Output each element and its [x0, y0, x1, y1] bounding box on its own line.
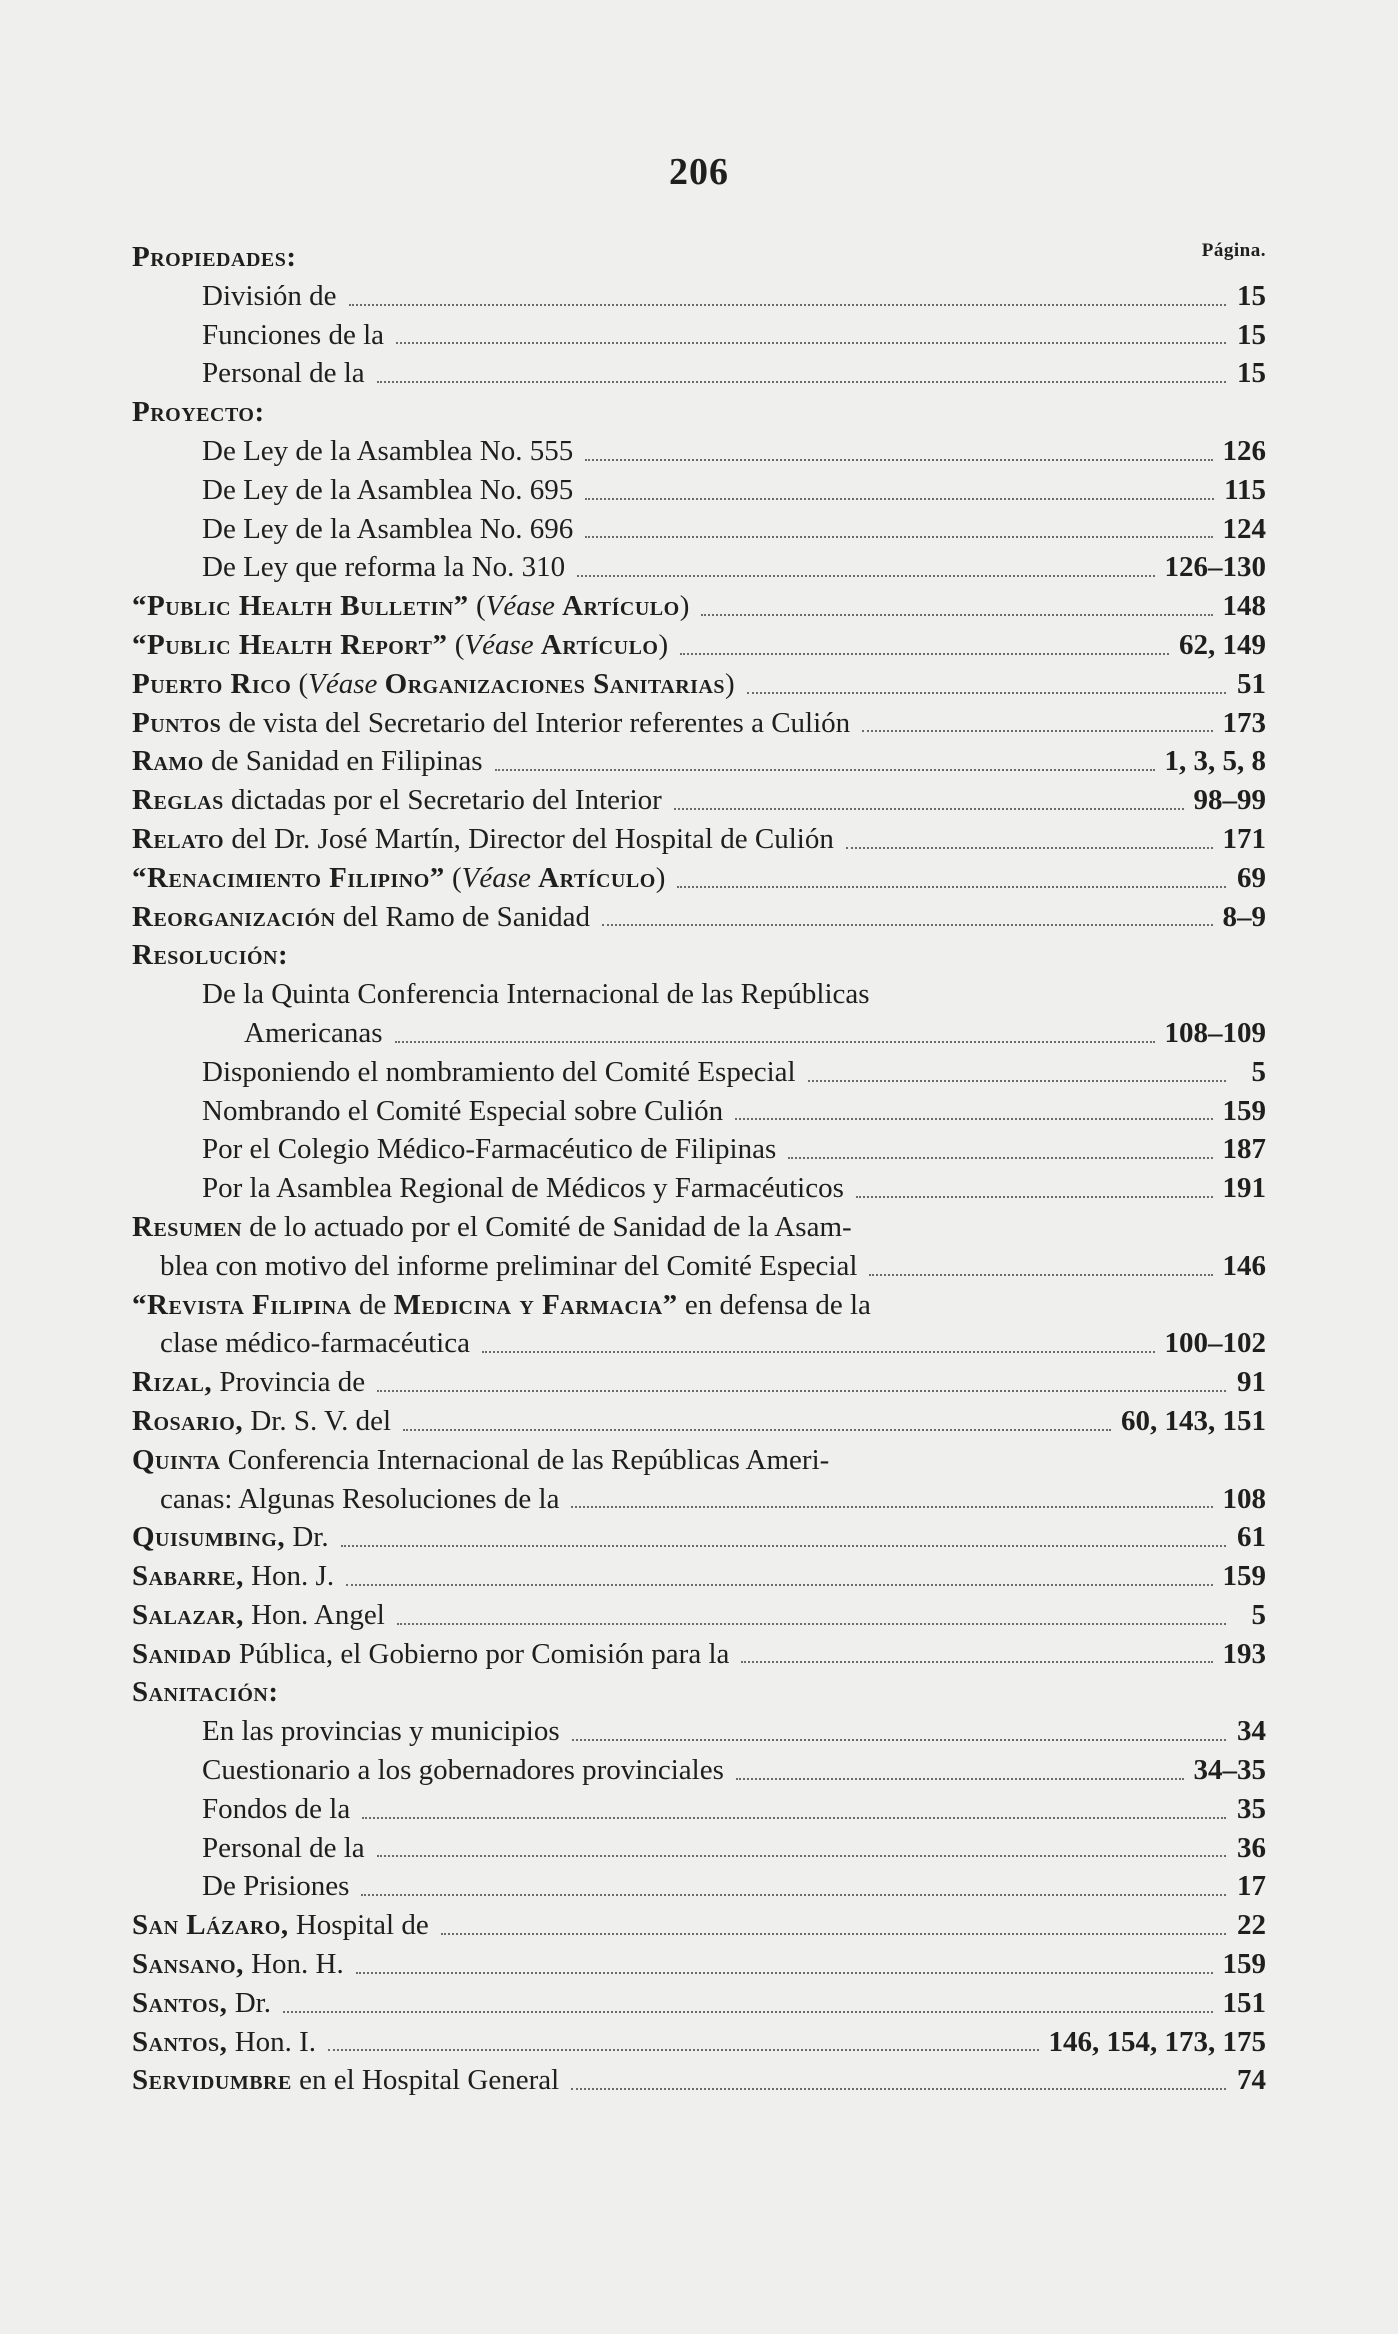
- entry-subtext: Funciones de la: [202, 318, 385, 351]
- page-reference: 159: [1222, 1560, 1266, 1593]
- entry-text: [202, 1790, 350, 1829]
- dot-leader: [808, 1080, 1226, 1082]
- page-reference: 187: [1222, 1133, 1266, 1166]
- entry-text: [132, 936, 288, 975]
- index-entry: [132, 975, 1266, 1014]
- index-entry: [132, 393, 1266, 432]
- page-reference: 171: [1222, 822, 1266, 855]
- dot-leader: [441, 1933, 1226, 1935]
- page-reference: 91: [1237, 1366, 1266, 1399]
- index-entry: [132, 1441, 1266, 1480]
- entry-subtext: De la Quinta Conferencia Internacional de las Repúblicas: [202, 978, 870, 1011]
- index-entry: [132, 1751, 1266, 1790]
- entry-subtext: en defensa de la: [677, 1288, 871, 1321]
- dot-leader: [856, 1196, 1213, 1198]
- page-reference: 100–102: [1164, 1327, 1266, 1360]
- entry-text: [202, 316, 384, 355]
- entry-heading: “Revista Filipina: [132, 1288, 352, 1321]
- entry-heading: Sanitación:: [132, 1676, 279, 1709]
- entry-subtext: De Ley de la Asamblea No. 696: [202, 512, 574, 545]
- index-entry: [132, 742, 1266, 781]
- entry-subtext: de Sanidad en Filipinas: [203, 745, 483, 778]
- entry-heading: Propiedades:: [132, 241, 297, 273]
- entry-text: [132, 1635, 729, 1674]
- index-entry: [132, 238, 1266, 277]
- entry-subtext: Dr.: [227, 1986, 271, 2019]
- entry-text: [132, 898, 590, 937]
- dot-leader: [862, 730, 1212, 732]
- entry-subtext: Hon. J.: [243, 1560, 335, 1593]
- entry-text: [132, 2023, 316, 2062]
- entry-heading: Puntos: [132, 706, 222, 739]
- index-entry: [132, 548, 1266, 587]
- index-entry: [132, 1945, 1266, 1984]
- entry-text: [132, 1441, 829, 1480]
- entry-subtext: En las provincias y municipios: [202, 1715, 560, 1748]
- page-column-header: Página.: [1201, 240, 1266, 261]
- entry-subtext: canas: Algunas Resoluciones de la: [160, 1482, 560, 1515]
- entry-text: [132, 1945, 344, 1984]
- dot-leader: [674, 808, 1184, 810]
- entry-heading: Rosario,: [132, 1404, 244, 1437]
- dot-leader: [677, 886, 1226, 888]
- page-reference: 193: [1222, 1637, 1266, 1670]
- index-entry: [132, 1829, 1266, 1868]
- see-reference-target: Organizaciones Sanitarias: [384, 667, 726, 700]
- entry-subtext: blea con motivo del informe preliminar del Comité Especial: [160, 1249, 858, 1282]
- page-reference: 115: [1224, 473, 1266, 506]
- page-reference: 15: [1237, 318, 1266, 351]
- entry-heading: Santos,: [132, 2025, 228, 2058]
- page-reference: 126–130: [1164, 551, 1266, 584]
- page-reference: 173: [1222, 706, 1266, 739]
- entry-heading: Puerto Rico: [132, 667, 292, 700]
- page-number: 206: [669, 151, 729, 193]
- see-reference-target: Artículo: [562, 590, 680, 623]
- index-entry: [132, 1208, 1266, 1247]
- index-entry: [132, 704, 1266, 743]
- index-entry: [132, 1906, 1266, 1945]
- see-reference-label: Véase: [485, 590, 555, 623]
- entry-subtext: Dr. S. V. del: [243, 1404, 392, 1437]
- index-entry: [132, 1130, 1266, 1169]
- entry-subtext: Pública, el Gobierno por Comisión para la: [231, 1637, 730, 1670]
- entry-text: [202, 354, 365, 393]
- index-entry: [132, 1596, 1266, 1635]
- entry-text: [202, 1092, 723, 1131]
- entry-heading: Resumen: [132, 1210, 243, 1243]
- index-entry: [132, 1557, 1266, 1596]
- dot-leader: [701, 614, 1212, 616]
- dot-leader: [585, 536, 1212, 538]
- entry-text: [244, 1014, 383, 1053]
- index-entry: [132, 1053, 1266, 1092]
- entry-text: [202, 432, 573, 471]
- entry-subtext: del Ramo de Sanidad: [335, 900, 591, 933]
- index-entry: [132, 471, 1266, 510]
- dot-leader: [482, 1351, 1155, 1353]
- dot-leader: [572, 1739, 1226, 1741]
- index-entry: [132, 354, 1266, 393]
- entry-subtext: en el Hospital General: [291, 2064, 560, 2097]
- index-entry: [132, 1518, 1266, 1557]
- entry-subtext: clase médico-farmacéutica: [160, 1327, 470, 1360]
- page-reference: 36: [1237, 1831, 1266, 1864]
- entry-text: [202, 1130, 776, 1169]
- entry-subtext: de lo actuado por el Comité de Sanidad de la Asam-: [242, 1210, 852, 1243]
- page-reference: 146: [1222, 1249, 1266, 1282]
- page-reference: 159: [1222, 1094, 1266, 1127]
- entry-text: [132, 1557, 334, 1596]
- index-entry: [132, 2061, 1266, 2100]
- entry-subtext: De Prisiones: [202, 1870, 350, 1903]
- entry-heading: Servidumbre: [132, 2064, 292, 2097]
- entry-text: [132, 742, 483, 781]
- dot-leader: [741, 1661, 1212, 1663]
- entry-text: [132, 1984, 271, 2023]
- dot-leader: [495, 769, 1155, 771]
- entry-text: “Renacimiento Filipino” (Véase Artículo): [132, 861, 666, 894]
- entry-text: [202, 1751, 724, 1790]
- entry-heading: Sabarre,: [132, 1560, 244, 1593]
- index-entry: [132, 665, 1266, 704]
- index-entry: [132, 1673, 1266, 1712]
- entry-subtext: Personal de la: [202, 1831, 365, 1864]
- entry-subtext: De Ley de la Asamblea No. 555: [202, 434, 574, 467]
- page-reference: 126: [1222, 434, 1266, 467]
- entry-heading-cont: Medicina y Farmacia”: [393, 1288, 678, 1321]
- index-list: [132, 238, 1266, 2100]
- entry-subtext: Disponiendo el nombramiento del Comité Especial: [202, 1055, 796, 1088]
- dot-leader: [577, 575, 1154, 577]
- page-reference: 146, 154, 173, 175: [1048, 2025, 1266, 2058]
- entry-subtext: del Dr. José Martín, Director del Hospital de Culión: [224, 822, 834, 855]
- dot-leader: [585, 498, 1214, 500]
- dot-leader: [395, 1041, 1155, 1043]
- entry-subtext: Hon. Angel: [243, 1598, 385, 1631]
- index-entry: [132, 1867, 1266, 1906]
- dot-leader: [377, 1855, 1226, 1857]
- dot-leader: [328, 2049, 1038, 2051]
- index-entry: [132, 1363, 1266, 1402]
- index-entry: [132, 1480, 1266, 1519]
- index-entry: [132, 820, 1266, 859]
- entry-text: [132, 1673, 278, 1712]
- index-entry: [132, 626, 1266, 665]
- see-reference-target: Artículo: [540, 628, 659, 661]
- index-entry: [132, 1324, 1266, 1363]
- entry-subtext: de vista del Secretario del Interior referentes a Culión: [221, 706, 851, 739]
- index-entry: [132, 1014, 1266, 1053]
- entry-subtext: dictadas por el Secretario del Interior: [223, 784, 662, 817]
- dot-leader: [571, 1506, 1212, 1508]
- dot-leader: [747, 692, 1226, 694]
- entry-heading: Rizal,: [132, 1366, 213, 1399]
- page-reference: 148: [1222, 590, 1266, 623]
- see-reference-target: Artículo: [538, 861, 656, 894]
- dot-leader: [571, 2088, 1226, 2090]
- entry-text: “Public Health Bulletin” (Véase Artículo): [132, 590, 690, 623]
- entry-text: [202, 1712, 560, 1751]
- page-reference: 151: [1222, 1986, 1266, 2019]
- entry-subtext: Cuestionario a los gobernadores provinciales: [202, 1754, 724, 1787]
- page-reference: 159: [1222, 1948, 1266, 1981]
- dot-leader: [869, 1274, 1212, 1276]
- entry-text: Puerto Rico (Véase Organizaciones Sanitarias): [132, 667, 735, 700]
- page-reference: 61: [1237, 1521, 1266, 1554]
- entry-heading: Resolución:: [132, 939, 289, 972]
- entry-text: [132, 1518, 329, 1557]
- index-entry: [132, 1247, 1266, 1286]
- page-reference: 35: [1237, 1792, 1266, 1825]
- dot-leader: [397, 1623, 1226, 1625]
- entry-text: [202, 510, 573, 549]
- entry-subtext: Personal de la: [202, 357, 365, 390]
- dot-leader: [403, 1429, 1111, 1431]
- entry-heading: “Public Health Report”: [132, 628, 448, 661]
- page-reference: 124: [1222, 512, 1266, 545]
- entry-text: [202, 975, 870, 1014]
- entry-text: [202, 1867, 349, 1906]
- page-reference: 108–109: [1164, 1016, 1266, 1049]
- entry-text: [202, 1053, 796, 1092]
- dot-leader: [396, 342, 1226, 344]
- page-reference: 69: [1237, 861, 1266, 894]
- entry-text: “Public Health Report” (Véase Artículo): [132, 628, 669, 661]
- entry-subtext: División de: [202, 279, 337, 312]
- page-reference: 51: [1237, 667, 1266, 700]
- index-entry: [132, 1092, 1266, 1131]
- index-entry: [132, 1286, 1266, 1325]
- entry-subtext: Provincia de: [212, 1366, 366, 1399]
- page-reference: 62, 149: [1179, 628, 1266, 661]
- see-reference-label: Véase: [461, 861, 531, 894]
- page-reference: 98–99: [1193, 784, 1266, 817]
- entry-heading: Sansano,: [132, 1948, 244, 1981]
- dot-leader: [377, 1390, 1226, 1392]
- dot-leader: [377, 381, 1226, 383]
- entry-text: [132, 781, 662, 820]
- dot-leader: [846, 847, 1213, 849]
- page-reference: 34–35: [1193, 1754, 1266, 1787]
- page-reference: 191: [1222, 1172, 1266, 1205]
- entry-text: [202, 471, 573, 510]
- index-entry: [132, 1790, 1266, 1829]
- dot-leader: [680, 653, 1169, 655]
- entry-text: [132, 704, 850, 743]
- page-reference: 60, 143, 151: [1121, 1404, 1266, 1437]
- page-reference: 5: [1251, 1055, 1266, 1088]
- index-entry: [132, 510, 1266, 549]
- page-reference: 34: [1237, 1715, 1266, 1748]
- entry-text: [132, 820, 834, 859]
- entry-text: [202, 1829, 365, 1868]
- index-entry: [132, 316, 1266, 355]
- dot-leader: [788, 1157, 1212, 1159]
- entry-heading: Ramo: [132, 745, 204, 778]
- entry-subtext: Hospital de: [288, 1909, 429, 1942]
- entry-subtext: Fondos de la: [202, 1792, 351, 1825]
- dot-leader: [346, 1584, 1212, 1586]
- entry-subtext: De Ley que reforma la No. 310: [202, 551, 566, 584]
- dot-leader: [349, 304, 1226, 306]
- index-entry: [132, 859, 1266, 898]
- page-reference: 74: [1237, 2064, 1266, 2097]
- entry-heading: San Lázaro,: [132, 1909, 289, 1942]
- entry-subtext: Por la Asamblea Regional de Médicos y Farmacéuticos: [202, 1172, 844, 1205]
- entry-heading: Proyecto:: [132, 396, 265, 429]
- entry-text: [202, 277, 337, 316]
- entry-heading: Sanidad: [132, 1637, 232, 1670]
- page-reference: 22: [1237, 1909, 1266, 1942]
- entry-heading: “Public Health Bulletin”: [132, 590, 469, 623]
- dot-leader: [735, 1118, 1212, 1120]
- entry-text: [160, 1247, 857, 1286]
- dot-leader: [362, 1817, 1226, 1819]
- index-entry: [132, 432, 1266, 471]
- entry-subtext: Dr.: [285, 1521, 329, 1554]
- dot-leader: [602, 924, 1212, 926]
- entry-heading: “Renacimiento Filipino”: [132, 861, 445, 894]
- index-entry: [132, 1169, 1266, 1208]
- entry-text: [132, 1286, 871, 1325]
- entry-text: [132, 1596, 385, 1635]
- index-entry: [132, 936, 1266, 975]
- entry-text-connector: de: [351, 1288, 394, 1321]
- page-reference: 108: [1222, 1482, 1266, 1515]
- entry-subtext: Nombrando el Comité Especial sobre Culión: [202, 1094, 724, 1127]
- entry-subtext: Americanas: [244, 1016, 383, 1049]
- see-reference-label: Véase: [308, 667, 378, 700]
- entry-subtext: Hon. H.: [243, 1948, 344, 1981]
- page-reference: 15: [1237, 357, 1266, 390]
- index-entry: [132, 781, 1266, 820]
- dot-leader: [341, 1545, 1226, 1547]
- entry-heading: Salazar,: [132, 1598, 244, 1631]
- entry-heading: Quinta: [132, 1443, 221, 1476]
- index-entry: [132, 587, 1266, 626]
- entry-text: [202, 1169, 844, 1208]
- entry-subtext: Conferencia Internacional de las Repúblicas Ameri-: [220, 1443, 830, 1476]
- page-reference: 5: [1251, 1598, 1266, 1631]
- dot-leader: [585, 459, 1212, 461]
- entry-text: [132, 238, 297, 277]
- entry-text: [132, 1402, 391, 1441]
- dot-leader: [736, 1778, 1184, 1780]
- entry-text: [202, 548, 565, 587]
- entry-subtext: Hon. I.: [227, 2025, 317, 2058]
- dot-leader: [361, 1894, 1226, 1896]
- entry-heading: Quisumbing,: [132, 1521, 286, 1554]
- index-entry: [132, 277, 1266, 316]
- index-entry: [132, 2023, 1266, 2062]
- entry-heading: Reglas: [132, 784, 224, 817]
- page-reference: 1, 3, 5, 8: [1164, 745, 1266, 778]
- entry-text: [160, 1324, 470, 1363]
- page-reference: 8–9: [1222, 900, 1266, 933]
- index-entry: [132, 1402, 1266, 1441]
- index-entry: [132, 1635, 1266, 1674]
- entry-heading: Reorganización: [132, 900, 336, 933]
- page-reference: 17: [1237, 1870, 1266, 1903]
- index-entry: [132, 1984, 1266, 2023]
- entry-subtext: De Ley de la Asamblea No. 695: [202, 473, 574, 506]
- index-entry: [132, 1712, 1266, 1751]
- entry-heading: Santos,: [132, 1986, 228, 2019]
- see-reference-label: Véase: [464, 628, 534, 661]
- entry-text: [160, 1480, 559, 1519]
- page-reference: 15: [1237, 279, 1266, 312]
- entry-text: [132, 1208, 852, 1247]
- index-entry: [132, 898, 1266, 937]
- entry-text: [132, 393, 265, 432]
- entry-text: [132, 1363, 365, 1402]
- entry-text: [132, 1906, 429, 1945]
- entry-text: [132, 2061, 559, 2100]
- dot-leader: [283, 2011, 1213, 2013]
- dot-leader: [356, 1972, 1213, 1974]
- entry-subtext: Por el Colegio Médico-Farmacéutico de Filipinas: [202, 1133, 777, 1166]
- entry-heading: Relato: [132, 822, 225, 855]
